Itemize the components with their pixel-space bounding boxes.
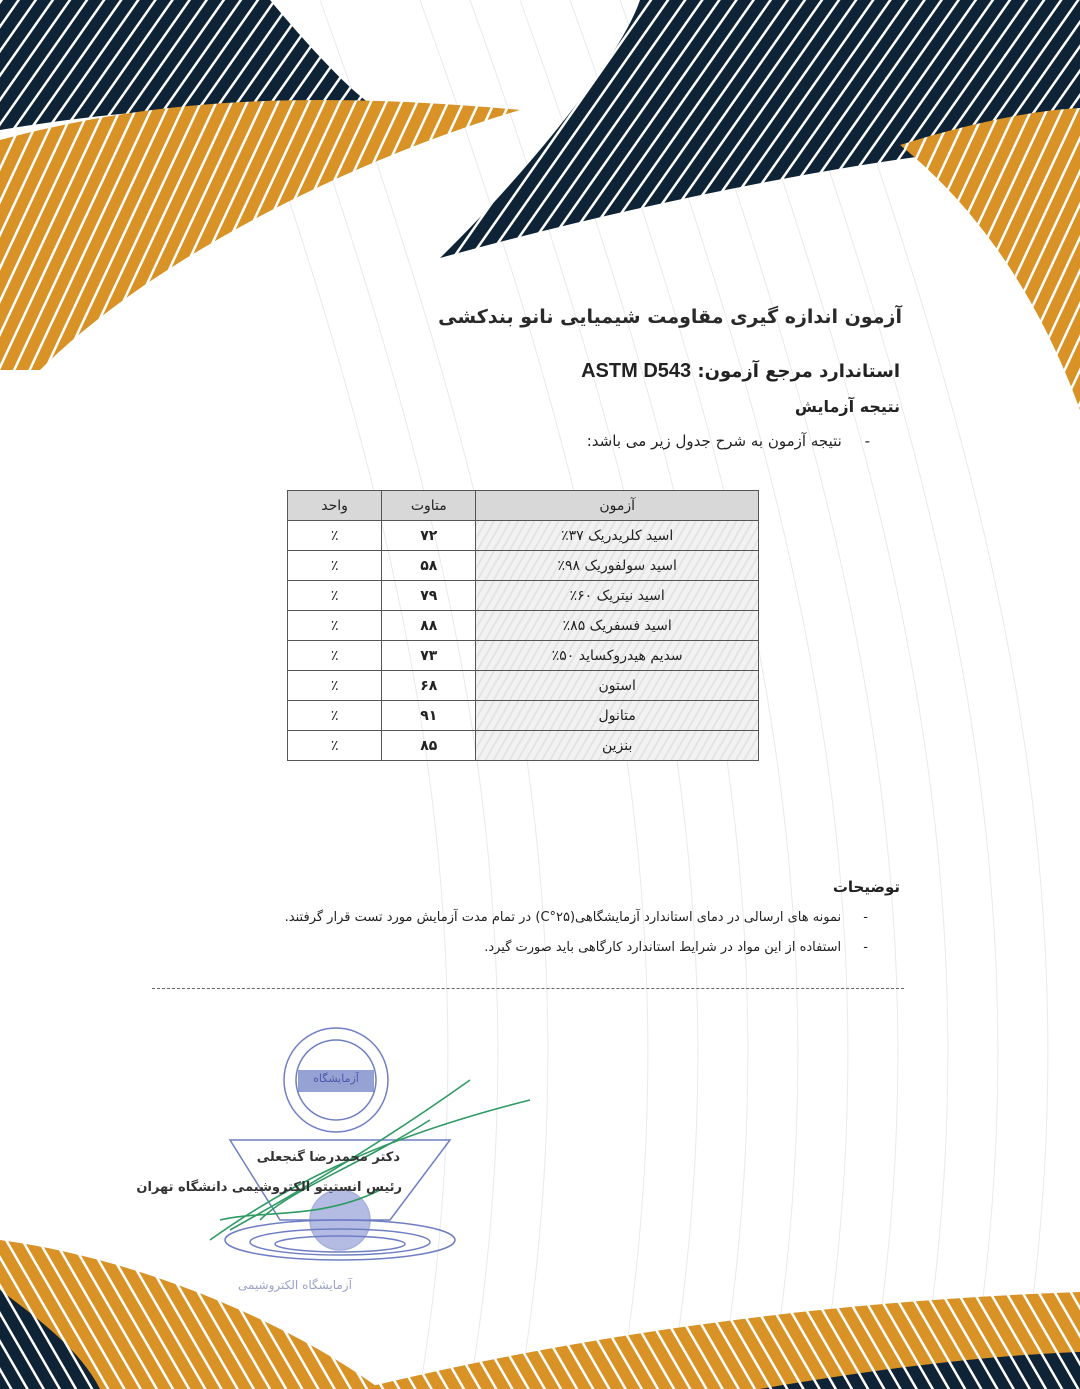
result-intro-text: نتیجه آزمون به شرح جدول زیر می باشد: [586,432,842,450]
test-name: اسید فسفریک ۸۵٪ [476,611,759,641]
test-name: اسید سولفوریک ۹۸٪ [476,551,759,581]
document-title: آزمون اندازه گیری مقاومت شیمیایی نانو بندکشی [438,306,902,328]
test-value: ۷۲ [382,521,476,551]
note-text: استفاده از این مواد در شرایط استاندارد کارگاهی باید صورت گیرد. [484,940,842,955]
test-value: ۹۱ [382,701,476,731]
table-header-row [288,491,759,521]
table-row [288,521,759,551]
test-name: بنزین [476,731,759,761]
test-value: ۸۸ [382,611,476,641]
test-name: سدیم هیدروکساید ۵۰٪ [476,641,759,671]
test-unit: ٪ [288,671,382,701]
stamp-label: آزمایشگاه [313,1072,359,1085]
bullet-dash: - [863,910,868,925]
test-name: استون [476,671,759,701]
result-intro [587,432,870,450]
test-unit: ٪ [288,581,382,611]
bullet-dash: - [863,940,868,955]
test-name: اسید نیتریک ۶۰٪ [476,581,759,611]
test-value: ۶۸ [382,671,476,701]
notes-heading: توضیحات [832,878,900,896]
header-unit: واحد [288,491,382,521]
signatory-title: رئیس انستیتو الکتروشیمی دانشگاه تهران [136,1180,402,1195]
dashed-separator [152,988,904,989]
standard-code: ASTM D543 [581,360,692,382]
table-row [288,701,759,731]
note-item [285,910,868,925]
stamp-caption: آزمایشگاه الکتروشیمی [238,1278,352,1292]
header-test: آزمون [476,491,759,521]
test-unit: ٪ [288,521,382,551]
test-value: ۷۳ [382,641,476,671]
reference-standard [581,360,900,383]
table-row [288,731,759,761]
note-item [484,940,868,955]
test-name: متانول [476,701,759,731]
test-value: ۷۹ [382,581,476,611]
test-unit: ٪ [288,731,382,761]
standard-label: استاندارد مرجع آزمون: [697,361,900,382]
table-row [288,671,759,701]
test-value: ۸۵ [382,731,476,761]
header-value: متاوت [382,491,476,521]
test-unit: ٪ [288,641,382,671]
test-name: اسید کلریدریک ۳۷٪ [476,521,759,551]
table-row [288,611,759,641]
table-row [288,641,759,671]
test-unit: ٪ [288,551,382,581]
test-unit: ٪ [288,611,382,641]
test-value: ۵۸ [382,551,476,581]
table-row [288,581,759,611]
test-unit: ٪ [288,701,382,731]
signatory-name: دکتر محمدرضا گنجعلی [256,1150,400,1165]
note-text: نمونه های ارسالی در دمای استاندارد آزمایشگاهی(۲۵°C) در تمام مدت آزمایش مورد تست قرار گرفتند. [284,910,842,925]
result-heading: نتیجه آزمایش [794,397,900,416]
bullet-dash: - [864,432,870,450]
results-table [287,490,759,761]
table-row [288,551,759,581]
